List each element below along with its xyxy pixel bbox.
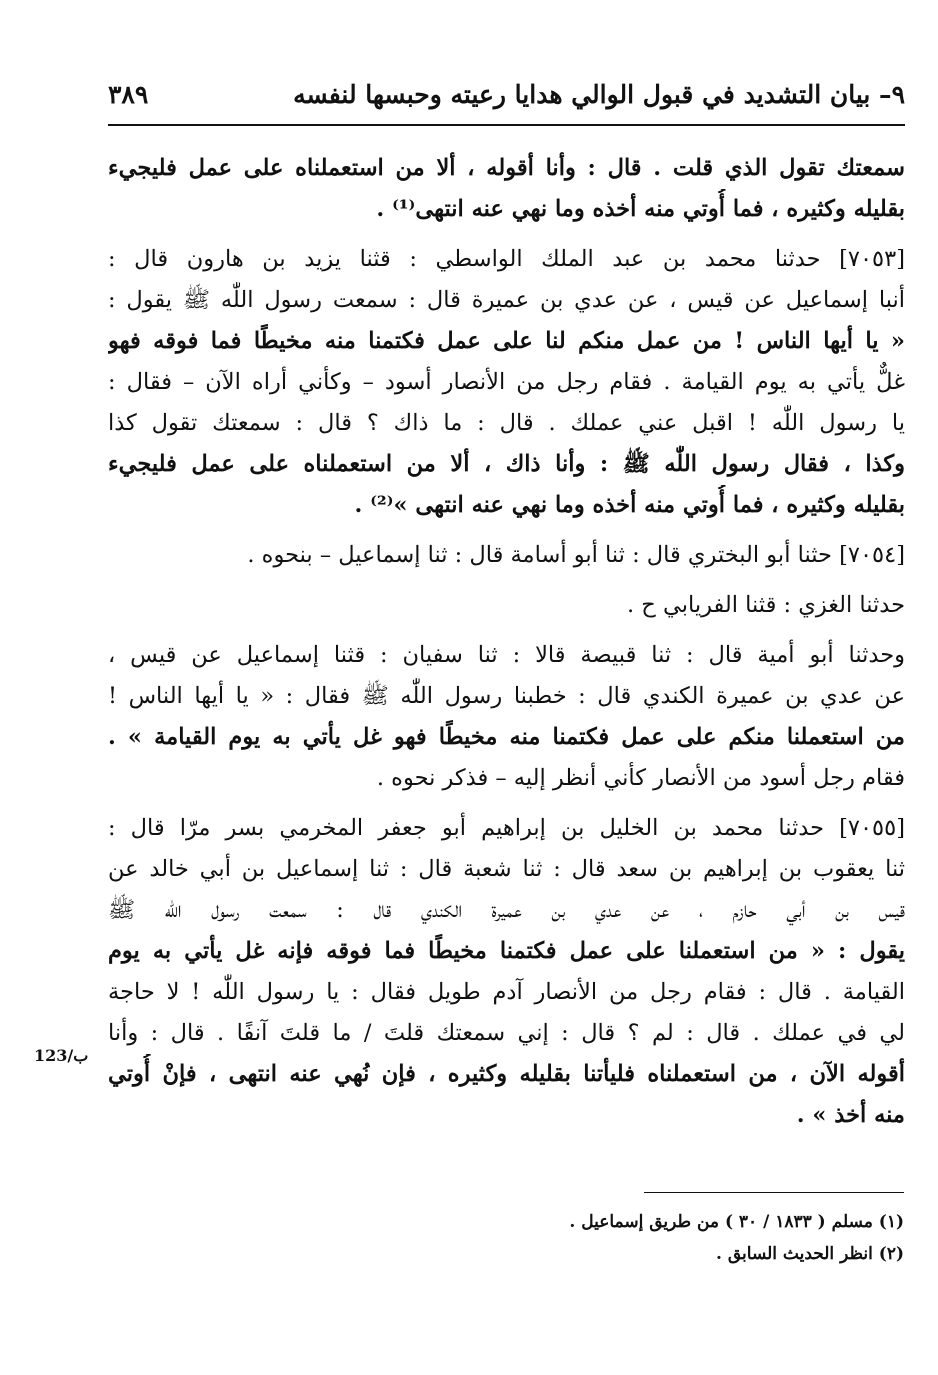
text-line: [٧٠٥٤] حثنا أبو البختري قال : ثنا أبو أسامة قال : ثنا إسماعيل – بنحوه . [247, 542, 905, 568]
text-line: [٧٠٥٥] حدثنا محمد بن الخليل بن إبراهيم أبو جعفر المخرمي بسر مرّا قال : [108, 815, 905, 841]
text-line: غلٌّ يأتي به يوم القيامة . فقام رجل من الأنصار أسود – وكأني أراه الآن – فقال : [108, 369, 905, 395]
text-line: عن عدي بن عميرة الكندي قال : خطبنا رسول اللّٰه ﷺ فقال : « يا أيها الناس ! [108, 683, 905, 709]
page-header [108, 80, 905, 116]
paragraph-gap [108, 230, 905, 239]
footnote: (٢) انظر الحديث السابق . [716, 1244, 904, 1264]
footnote-rule [644, 1192, 904, 1193]
page-number: ٣٨٩ [108, 80, 149, 109]
margin-folio-note: 123/ب [34, 1046, 89, 1065]
text-line: أنبا إسماعيل عن قيس ، عن عدي بن عميرة قال : سمعت رسول اللّٰه ﷺ يقول : [108, 287, 905, 313]
text-line: سمعتك تقول الذي قلت . قال : وأنا أقوله ، ألا من استعملناه على عمل فليجيء [108, 155, 905, 181]
text-line: بقليله وكثيره ، فما أُوتي منه أخذه وما نهي عنه انتهى »⁽²⁾ . [354, 492, 905, 518]
text-line: بقليله وكثيره ، فما أُوتي منه أخذه وما نهي عنه انتهى⁽¹⁾ . [376, 196, 905, 222]
main-text [108, 148, 905, 1136]
paragraph-gap [108, 576, 905, 585]
text-line: من استعملنا منكم على عمل فكتمنا منه مخيطًا فهو غل يأتي به يوم القيامة » . [108, 724, 905, 750]
text-line: يا رسول اللّٰه ! اقبل عني عملك . قال : ما ذاك ؟ قال : سمعتك تقول كذا [108, 410, 905, 436]
text-line: القيامة . قال : فقام رجل من الأنصار آدم طويل فقال : يا رسول اللّٰه ! لا حاجة [108, 979, 905, 1005]
text-line: قيس بن أبي حازم ، عن عدي بن عميرة الكندي قال : سمعت رسول اللّٰه ﷺ [108, 897, 905, 923]
text-line: فقام رجل أسود من الأنصار كأني أنظر إليه – فذكر نحوه . [376, 765, 905, 791]
footnotes [408, 1206, 904, 1270]
text-line: يقول : « من استعملنا على عمل فكتمنا مخيطًا فما فوقه فإنه غل يأتي به يوم [108, 938, 905, 964]
text-line: « يا أيها الناس ! من عمل منكم لنا على عمل فكتمنا منه مخيطًا فما فوقه فهو [108, 328, 905, 354]
text-line: [٧٠٥٣] حدثنا محمد بن عبد الملك الواسطي : قثنا يزيد بن هارون قال : [108, 246, 905, 272]
chapter-title: ٩– بيان التشديد في قبول الوالي هدايا رعيته وحبسها لنفسه [293, 80, 905, 109]
paragraph-gap [108, 526, 905, 535]
text-line: ثنا يعقوب بن إبراهيم بن سعد قال : ثنا شعبة قال : ثنا إسماعيل بن أبي خالد عن [108, 856, 905, 882]
paragraph-gap [108, 799, 905, 808]
text-line: لي في عملك . قال : لم ؟ قال : إني سمعتك قلتَ / ما قلتَ آنفًا . قال : وأنا [108, 1020, 905, 1046]
text-line: وحدثنا أبو أمية قال : ثنا قبيصة قالا : ثنا سفيان : قثنا إسماعيل عن قيس ، [108, 642, 905, 668]
text-line: أقوله الآن ، من استعملناه فليأتنا بقليله وكثيره ، فإن نُهي عنه انتهى ، فإنْ أُوتي [108, 1061, 905, 1087]
text-line: حدثنا الغزي : قثنا الفريابي ح . [626, 592, 905, 618]
paragraph-gap [108, 626, 905, 635]
header-rule [108, 124, 905, 126]
text-line: منه أخذ » . [796, 1102, 905, 1128]
text-line: وكذا ، فقال رسول اللّٰه ﷺ : وأنا ذاك ، ألا من استعملناه على عمل فليجيء [108, 451, 905, 477]
footnote: (١) مسلم ( ١٨٣٣ / ٣٠ ) من طريق إسماعيل . [569, 1212, 904, 1232]
